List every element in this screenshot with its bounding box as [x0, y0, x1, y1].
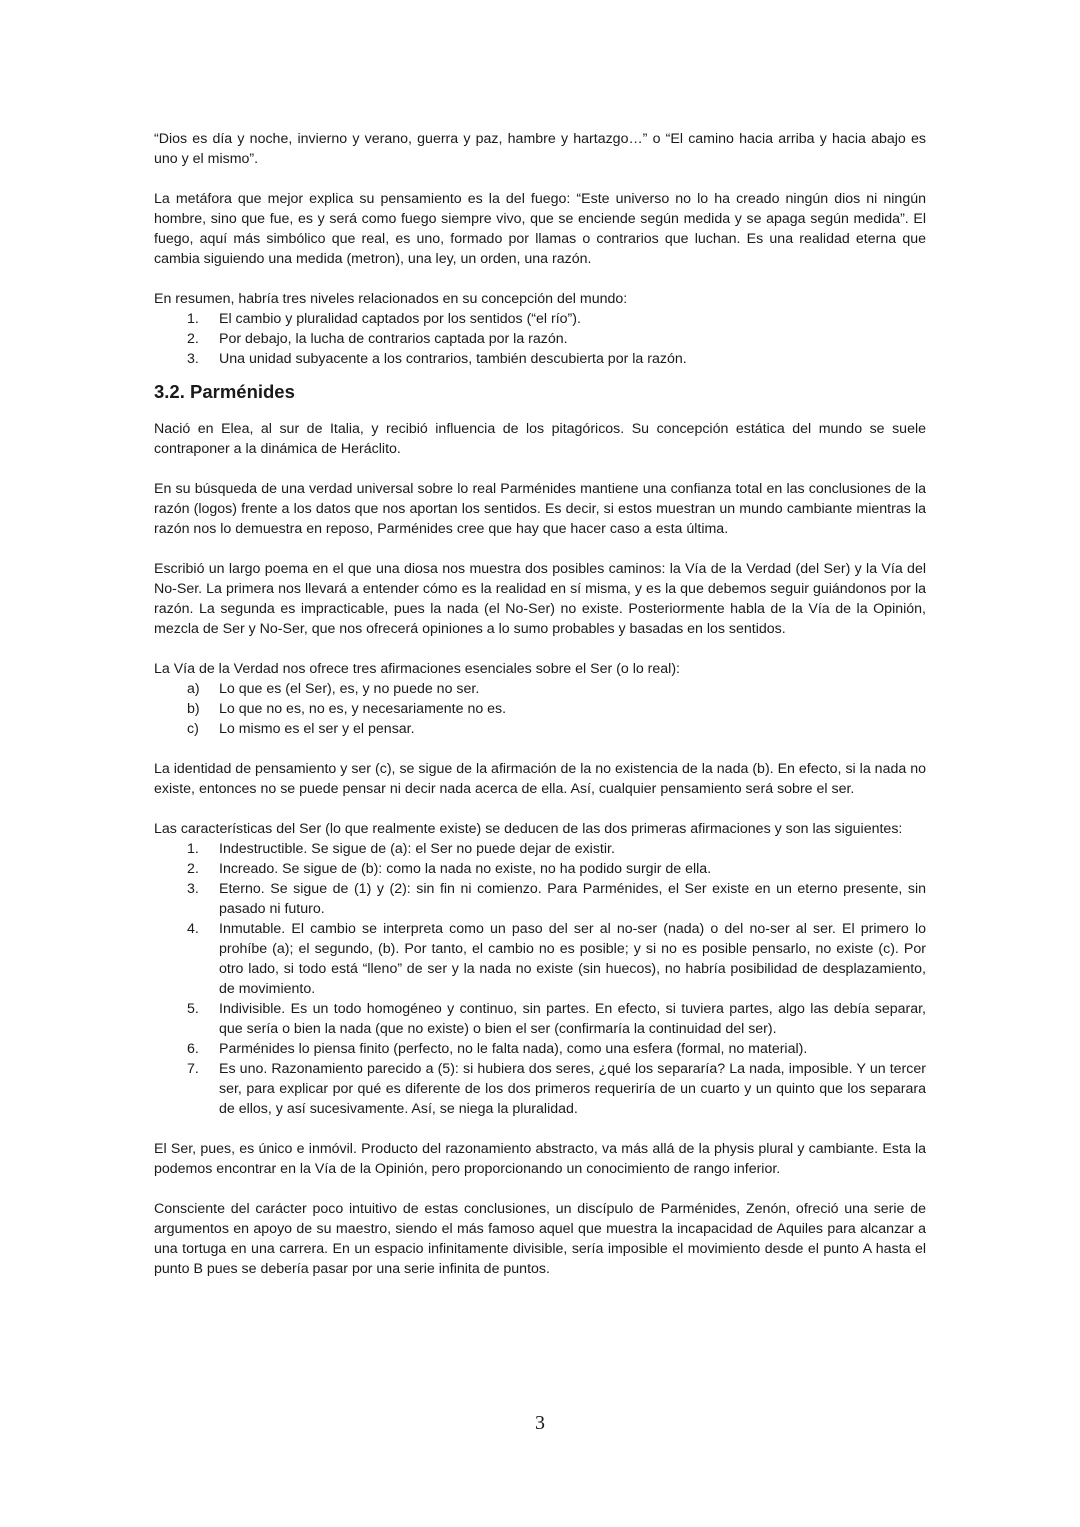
list-marker: 3. [187, 881, 199, 897]
list-item-text: Por debajo, la lucha de contrarios captada por la razón. [219, 331, 568, 347]
page-number: 3 [535, 1412, 545, 1434]
list-marker: 2. [187, 861, 199, 877]
list-item [154, 719, 926, 739]
list-item [154, 1039, 926, 1059]
list-marker: 5. [187, 1001, 199, 1017]
list-item [154, 919, 926, 999]
list-item-text: Increado. Se sigue de (b): como la nada no existe, no ha podido surgir de ella. [219, 861, 712, 877]
section-heading: 3.2. Parménides [154, 381, 295, 402]
list-item-text: Lo mismo es el ser y el pensar. [219, 721, 415, 737]
list-item-text: Es uno. Razonamiento parecido a (5): si hubiera dos seres, ¿qué los separaría? La nada, imposible. Y un tercer ser, para explicar por qué es diferente de los dos primeros requeriría de un cuarto y un quinto que los separara de ellos, y así sucesivamente. Así, se niega la pluralidad. [219, 1061, 926, 1117]
list-item-text: Indivisible. Es un todo homogéneo y continuo, sin partes. En efecto, si tuviera partes, algo las debía separar, que sería o bien la nada (que no existe) o bien el ser (confirmaría la continuidad del ser). [219, 1001, 926, 1037]
paragraph-zeno: Consciente del carácter poco intuitivo de estas conclusiones, un discípulo de Parménides, Zenón, ofreció una serie de argumentos en apoyo de su maestro, siendo el más famoso aquel que muestra la incapacidad de Aquiles para alcanzar a una tortuga en una carrera. En un espacio infinitamente divisible, sería imposible el movimiento desde el punto A hasta el punto B pues se debería pasar por una serie infinita de puntos. [154, 1201, 926, 1277]
paragraph-truth-intro: La Vía de la Verdad nos ofrece tres afirmaciones esenciales sobre el Ser (o lo real): [154, 661, 681, 677]
list-marker: 1. [187, 841, 199, 857]
list-marker: a) [187, 681, 200, 697]
paragraph-elea: Nació en Elea, al sur de Italia, y recibió influencia de los pitagóricos. Su concepción estática del mundo se suele contraponer a la dinámica de Heráclito. [154, 421, 926, 457]
list-marker: 6. [187, 1041, 199, 1057]
paragraph-fire-metaphor: La metáfora que mejor explica su pensamiento es la del fuego: “Este universo no lo ha creado ningún dios ni ningún hombre, sino que fue, es y será como fuego siempre vivo, que se enciende según medida y se apaga según medida”. El fuego, aquí más simbólico que real, es uno, formado por llamas o contrarios que luchan. Es una realidad eterna que cambia siguiendo una medida (metron), una ley, un orden, una razón. [154, 191, 926, 267]
document-page [154, 129, 926, 1279]
list-item [154, 1059, 926, 1119]
paragraph-quote-heraclitus: “Dios es día y noche, invierno y verano, guerra y paz, hambre y hartazgo…” o “El camino hacia arriba y hacia abajo es uno y el mismo”. [154, 131, 926, 167]
list-marker: 4. [187, 921, 199, 937]
list-item [154, 329, 926, 349]
list-item [154, 879, 926, 919]
list-item-text: Lo que es (el Ser), es, y no puede no ser. [219, 681, 480, 697]
list-item-text: Parménides lo piensa finito (perfecto, no le falta nada), como una esfera (formal, no material). [219, 1041, 808, 1057]
list-levels [154, 309, 926, 369]
list-item-text: Una unidad subyacente a los contrarios, también descubierta por la razón. [219, 351, 687, 367]
paragraph-identity: La identidad de pensamiento y ser (c), se sigue de la afirmación de la no existencia de la nada (b). En efecto, si la nada no existe, entonces no se puede pensar ni decir nada acerca de ella. Así, cualquier pensamiento será sobre el ser. [154, 761, 926, 797]
paragraph-characteristics-intro: Las características del Ser (lo que realmente existe) se deducen de las dos primeras afirmaciones y son las siguientes: [154, 821, 903, 837]
list-marker: b) [187, 701, 200, 717]
list-item [154, 349, 926, 369]
list-marker: 7. [187, 1061, 199, 1077]
list-marker: 2. [187, 331, 199, 347]
list-item [154, 859, 926, 879]
list-item [154, 839, 926, 859]
list-item [154, 679, 926, 699]
list-affirmations [154, 679, 926, 739]
paragraph-poem: Escribió un largo poema en el que una diosa nos muestra dos posibles caminos: la Vía de la Verdad (del Ser) y la Vía del No-Ser. La primera nos llevará a entender cómo es la realidad en sí misma, y es la que debemos seguir guiándonos por la razón. La segunda es impracticable, pues la nada (el No-Ser) no existe. Posteriormente habla de la Vía de la Opinión, mezcla de Ser y No-Ser, que nos ofrecerá opiniones a lo sumo probables y basadas en los sentidos. [154, 561, 926, 637]
paragraph-summary-intro: En resumen, habría tres niveles relacionados en su concepción del mundo: [154, 291, 628, 307]
list-characteristics [154, 839, 926, 1119]
list-item [154, 309, 926, 329]
list-item-text: Eterno. Se sigue de (1) y (2): sin fin ni comienzo. Para Parménides, el Ser existe en un eterno presente, sin pasado ni futuro. [219, 881, 926, 917]
list-item [154, 999, 926, 1039]
list-item-text: El cambio y pluralidad captados por los sentidos (“el río”). [219, 311, 581, 327]
list-marker: 3. [187, 351, 199, 367]
list-item-text: Indestructible. Se sigue de (a): el Ser no puede dejar de existir. [219, 841, 615, 857]
paragraph-reason: En su búsqueda de una verdad universal sobre lo real Parménides mantiene una confianza total en las conclusiones de la razón (logos) frente a los datos que nos aportan los sentidos. Es decir, si estos muestran un mundo cambiante mientras la razón nos lo demuestra en reposo, Parménides cree que hay que hacer caso a esta última. [154, 481, 926, 537]
list-item-text: Lo que no es, no es, y necesariamente no es. [219, 701, 507, 717]
list-marker: c) [187, 721, 199, 737]
list-item-text: Inmutable. El cambio se interpreta como un paso del ser al no-ser (nada) o del no-ser al ser. El primero lo prohíbe (a); el segundo, (b). Por tanto, el cambio no es posible; y si no es posible pensarlo, no existe (c). Por otro lado, si todo está “lleno” de ser y la nada no existe (sin huecos), no habría posibilidad de desplazamiento, de movimiento. [219, 921, 926, 997]
list-marker: 1. [187, 311, 199, 327]
paragraph-being-unique: El Ser, pues, es único e inmóvil. Producto del razonamiento abstracto, va más allá de la physis plural y cambiante. Esta la podemos encontrar en la Vía de la Opinión, pero proporcionando un conocimiento de rango inferior. [154, 1141, 926, 1177]
list-item [154, 699, 926, 719]
